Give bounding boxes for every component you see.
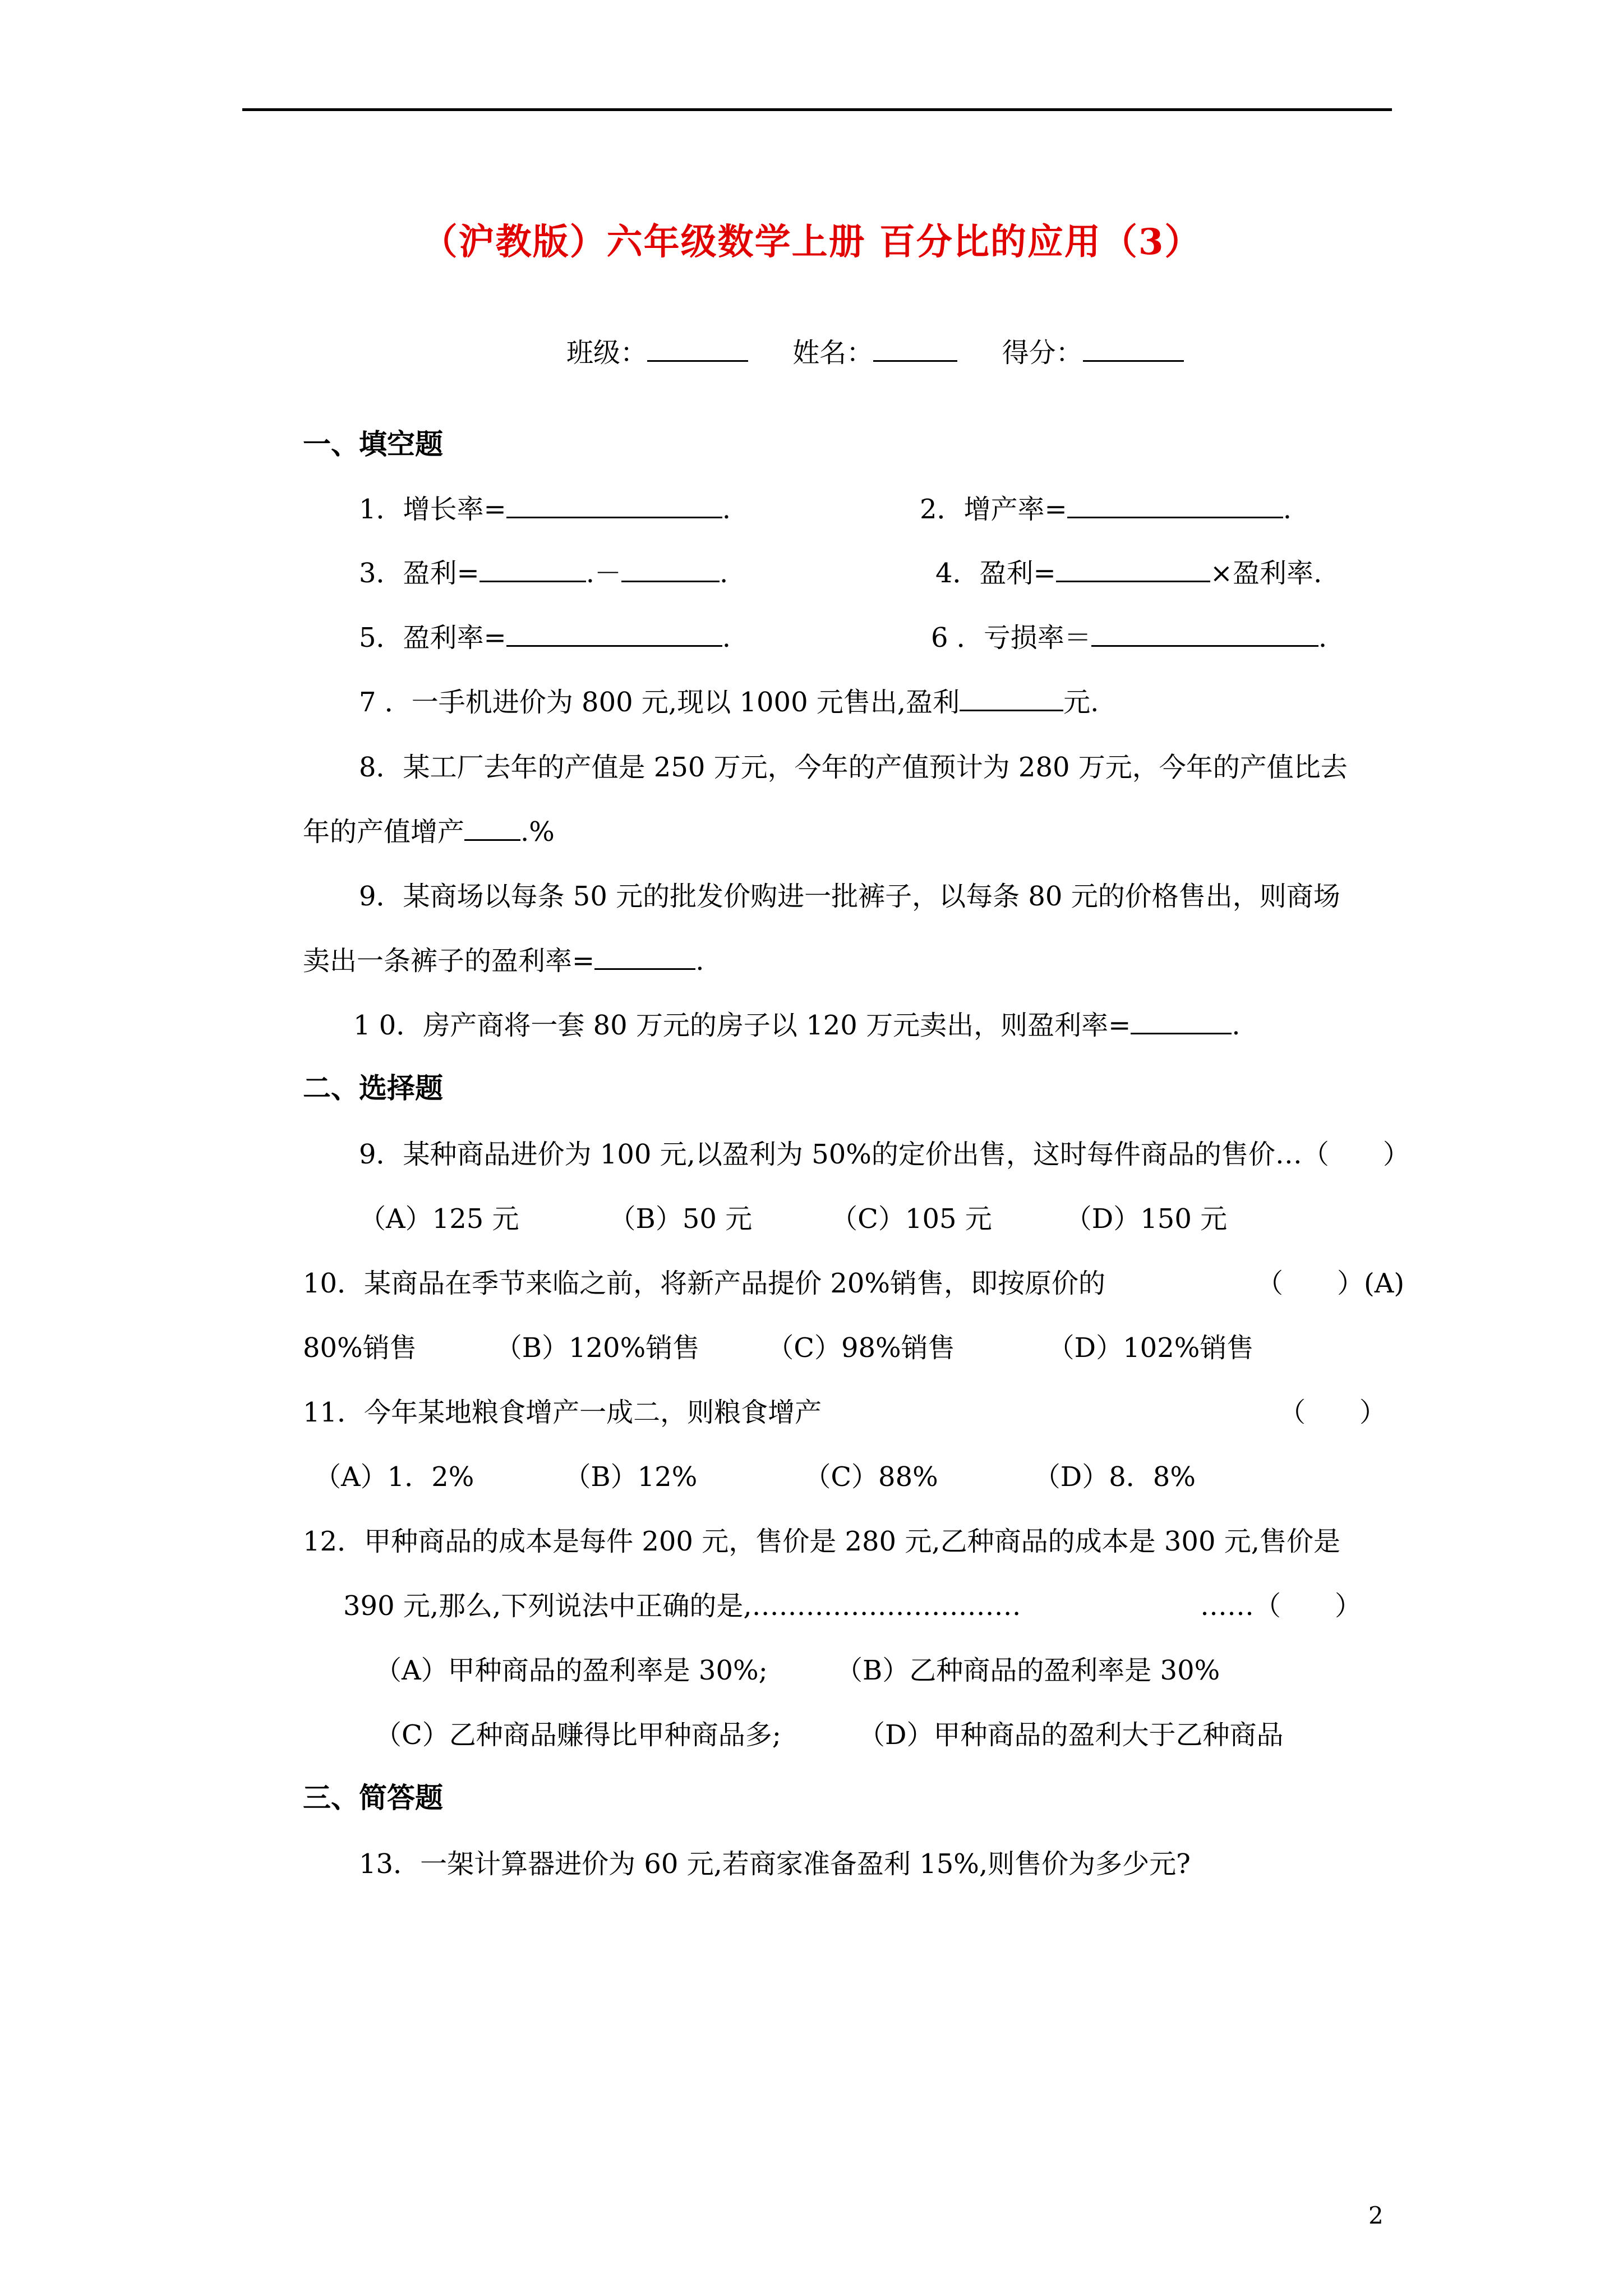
choice-question-12-line-1: 12．甲种商品的成本是每件 200 元，售价是 280 元,乙种商品的成本是 300 元,售价是 [303, 1526, 1340, 1557]
fill-question-9-line-1: 9．某商场以每条 50 元的批发价购进一批裤子，以每条 80 元的价格售出，则商场 [359, 881, 1340, 912]
answer-blank[interactable] [1131, 1010, 1232, 1034]
choice-question-10-options [303, 1331, 1253, 1365]
choice-question-10-paren: （ ）(A) [1256, 1268, 1405, 1299]
choice-question-11-options [314, 1460, 1196, 1494]
question-text: 元. [1063, 687, 1099, 718]
answer-blank[interactable] [1067, 494, 1283, 518]
answer-blank[interactable] [594, 946, 695, 970]
choice-question-11-paren: （ ） [1279, 1397, 1387, 1428]
choice-question-11: 11．今年某地粮食增产一成二，则粮食增产 [303, 1397, 822, 1428]
choice-question-12-option-b[interactable]: （B）乙种商品的盈利率是 30% [836, 1655, 1220, 1686]
option-d[interactable]: （D）102%销售 [1047, 1332, 1254, 1364]
question-text: 1 0．房产商将一套 80 万元的房子以 120 万元卖出，则盈利率= [353, 1010, 1131, 1041]
question-text: 1．增长率= [359, 494, 506, 525]
fill-question-8-line-1: 8．某工厂去年的产值是 250 万元，今年的产值预计为 280 万元，今年的产值比去 [359, 752, 1348, 783]
answer-blank[interactable] [479, 558, 586, 582]
question-text: . [1318, 622, 1327, 654]
name-blank[interactable] [873, 338, 957, 362]
section-heading-choice: 二、选择题 [303, 1071, 443, 1105]
question-text: 5．盈利率= [359, 622, 506, 654]
class-field [566, 331, 748, 370]
question-text: 4．盈利= [935, 558, 1056, 589]
choice-question-10: 10．某商品在季节来临之前，将新产品提价 20%销售，即按原价的 [303, 1268, 1106, 1299]
question-text: 7 ．一手机进价为 800 元,现以 1000 元售出,盈利 [359, 687, 960, 718]
question-text: . [720, 558, 728, 589]
fill-question-2 [920, 493, 1292, 526]
choice-question-9-options [359, 1202, 1227, 1236]
section-heading-fill: 一、填空题 [303, 427, 443, 461]
section-heading-short: 三、简答题 [303, 1781, 443, 1814]
option-c[interactable]: （C）88% [804, 1461, 938, 1493]
choice-question-9: 9．某种商品进价为 100 元,以盈利为 50%的定价出售，这时每件商品的售价…（ ） [359, 1139, 1410, 1170]
score-label: 得分： [1002, 337, 1083, 369]
fill-question-8-line-2 [303, 815, 555, 849]
option-d[interactable]: （D）8．8% [1033, 1461, 1196, 1493]
fill-question-3 [359, 556, 728, 590]
name-label: 姓名： [792, 337, 874, 369]
fill-question-4 [935, 556, 1322, 590]
question-text: . [1283, 494, 1292, 525]
score-field [1002, 331, 1184, 370]
fill-question-10 [353, 1009, 1241, 1042]
question-text: . [722, 622, 731, 654]
question-text: 卖出一条裤子的盈利率= [303, 945, 595, 977]
score-blank[interactable] [1083, 338, 1184, 362]
answer-blank[interactable] [621, 558, 720, 582]
answer-blank[interactable] [1091, 623, 1318, 647]
question-text: .% [520, 816, 555, 848]
page-title: （沪教版）六年级数学上册 百分比的应用（3） [421, 221, 1202, 263]
student-info [566, 331, 1220, 370]
fill-question-6 [931, 621, 1327, 655]
option-b[interactable]: （B）120%销售 [495, 1332, 700, 1364]
choice-question-12-option-a[interactable]: （A）甲种商品的盈利率是 30%; [375, 1655, 768, 1686]
option-c[interactable]: （C）98%销售 [767, 1332, 955, 1364]
question-text: . [722, 494, 731, 525]
option-a[interactable]: 80%销售 [303, 1332, 417, 1364]
choice-question-12-paren: ……（ ） [1200, 1590, 1362, 1622]
answer-blank[interactable] [1056, 558, 1210, 582]
question-text: 3．盈利= [359, 558, 479, 589]
question-text: 年的产值增产 [303, 816, 465, 848]
option-b[interactable]: （B）12% [564, 1461, 698, 1493]
option-a[interactable]: （A）125 元 [359, 1203, 519, 1235]
class-label: 班级： [566, 337, 648, 369]
answer-blank[interactable] [464, 817, 520, 841]
question-text: 2．增产率= [920, 494, 1067, 525]
question-text: . [1232, 1010, 1241, 1041]
option-b[interactable]: （B）50 元 [608, 1203, 753, 1235]
fill-question-1 [359, 493, 731, 526]
option-a[interactable]: （A）1．2% [314, 1461, 474, 1493]
question-text: . [695, 945, 704, 977]
question-text: .－ [585, 558, 622, 589]
fill-question-7 [359, 685, 1099, 719]
answer-blank[interactable] [960, 687, 1063, 711]
choice-question-12-option-d[interactable]: （D）甲种商品的盈利大于乙种商品 [858, 1719, 1284, 1751]
choice-question-12-line-2: 390 元,那么,下列说法中正确的是,………………………… [343, 1590, 1021, 1622]
short-question-13: 13．一架计算器进价为 60 元,若商家准备盈利 15%,则售价为多少元? [359, 1848, 1191, 1880]
name-field [792, 331, 957, 370]
header-rule [242, 108, 1392, 111]
page-number: 2 [1368, 2202, 1384, 2229]
fill-question-5 [359, 621, 731, 655]
question-text: 6 ．亏损率＝ [931, 622, 1091, 654]
class-blank[interactable] [647, 338, 748, 362]
answer-blank[interactable] [506, 623, 722, 647]
fill-question-9-line-2 [303, 944, 704, 978]
option-d[interactable]: （D）150 元 [1064, 1203, 1228, 1235]
option-c[interactable]: （C）105 元 [831, 1203, 992, 1235]
choice-question-12-option-c[interactable]: （C）乙种商品赚得比甲种商品多; [375, 1719, 781, 1751]
question-text: ×盈利率. [1210, 558, 1322, 589]
answer-blank[interactable] [506, 494, 722, 518]
